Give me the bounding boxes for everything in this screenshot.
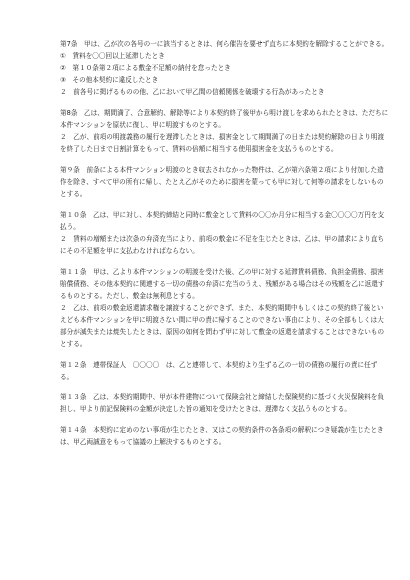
article-11: [60, 266, 390, 351]
article-7-item-3: ③ その他本契約に違反したとき: [60, 76, 159, 85]
article-8-paragraph-1: 第8条 乙は、期間満了、合意解約、解除等により本契約終了後甲から明け渡しを求められたときは、ただちに本件マンションを原状に復し、甲に明渡すものとする。: [60, 108, 389, 130]
article-12-paragraph-1: 第１２条 連帯保証人 〇〇〇〇 は、乙と連帯して、本契約より生ずる乙の一切の債務の履行の責に任ずる。: [60, 360, 378, 381]
article-7: [60, 38, 390, 98]
article-11-paragraph-2: ２ 乙は、前項の敷金返還請求権を譲渡することができず、また、本契約期間中もしくはこの契約終了後といえども本件マンションを甲に明渡さない間に甲の責に帰することのできない事由により、その全部もしくは大部分が滅失または焼失したときは、原因の如何を問わず甲に対して敷金の返還を請求することはできないものとする。: [60, 303, 385, 349]
article-8-paragraph-2: ２ 乙が、前項の明渡義務の履行を遅滞したときは、損害金として期間満了の日または契約解除の日より明渡を終了した日まで日割計算をもって、賃料の倍額に相当する使用損害金を支払うものとする。: [60, 133, 385, 154]
article-9: [60, 164, 390, 200]
article-10-paragraph-2: ２ 賃料の増額または次条の弁済充当により、前項の敷金に不足を生じたときは、乙は、甲の請求により直ちにその不足額を甲に支払わなければならない。: [60, 234, 385, 255]
article-13-paragraph-1: 第１３条 乙は、本契約期間中、甲が本件建物について保険会社と締結した保険契約に基づく火災保険料を負担し、甲より前記保険料の金額が決定した旨の通知を受けたときは、遅滞なく支払うものとする。: [60, 393, 384, 414]
article-14-paragraph-1: 第１４条 本契約に定めのない事項が生じたとき、又はこの契約条件の各条項の解釈につき疑義が生じたときは、甲乙両誠意をもって協議の上解決するものとする。: [60, 426, 384, 447]
article-7-item-1: ① 賃料を〇〇回以上延滞したとき: [60, 52, 165, 61]
article-8: [60, 107, 390, 155]
article-7-item-2: ② 第１０条第２項による敷金不足額の納付を怠ったとき: [60, 64, 231, 73]
article-10: [60, 209, 390, 257]
article-9-paragraph-1: 第９条 前条による本件マンション明渡のとき収去されなかった物件は、乙が第六条第２項により付加した造作を除き、すべて甲の所有に帰し、たとえ乙がそのために損害を蒙っても甲に対して何等の請求をしないものとする。: [60, 165, 384, 199]
article-14: [60, 424, 390, 448]
article-13: [60, 391, 390, 415]
article-11-paragraph-1: 第１１条 甲は、乙より本件マンションの明渡を受けた後、乙の甲に対する延滞賃料債務、負担金債務、損害賠償債務、その他本契約に関連する一切の債務の弁済に充当のうえ、残額がある場合はその残額を乙に返還するものとする。ただし、敷金は無利息とする。: [60, 267, 385, 300]
article-12: [60, 359, 390, 383]
article-10-paragraph-1: 第１０条 乙は、甲に対し、本契約締結と同時に敷金として賃料の〇〇か月分に相当する金〇〇〇〇万円を支払う。: [60, 210, 385, 231]
article-7-paragraph-1: 第7条 甲は、乙が次の各号の一に該当するときは、何ら催告を要せず直ちに本契約を解除することができる。: [60, 40, 389, 48]
article-7-paragraph-2: ２ 前各号に掲げるものの他、乙において甲乙間の信頼関係を破壊する行為があったとき: [60, 88, 325, 97]
